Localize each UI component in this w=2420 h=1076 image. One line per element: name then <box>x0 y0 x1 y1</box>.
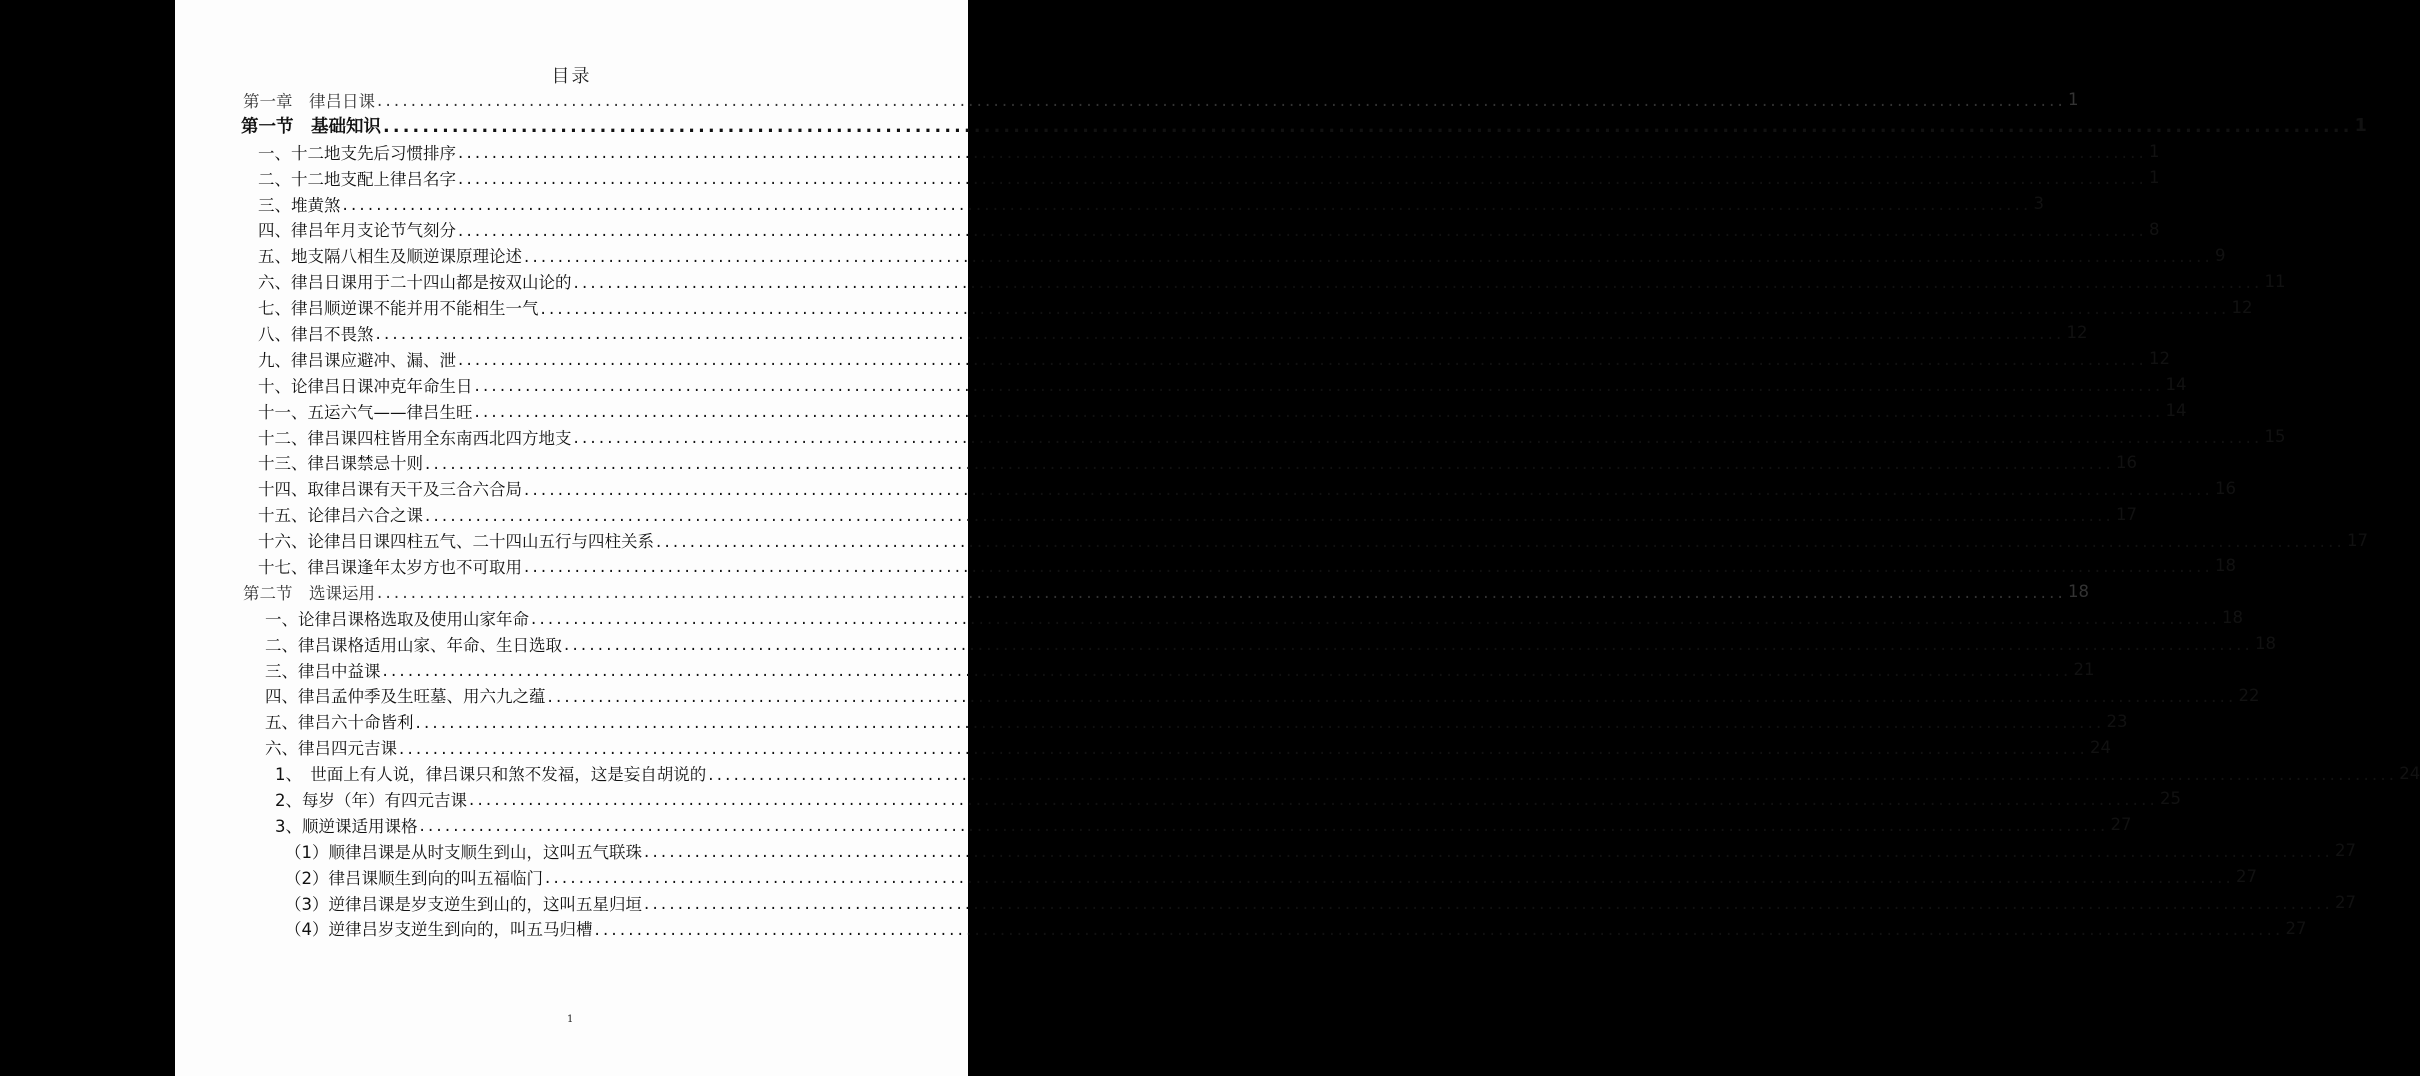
toc-entry-label: 九、律吕课应避冲、漏、泄 <box>258 350 456 370</box>
toc-entry-page: 23 <box>2106 711 2128 731</box>
toc-entry-label: 十、论律吕日课冲克年命生日 <box>258 376 473 396</box>
toc-entry-page: 11 <box>2264 271 2286 291</box>
toc-entry[interactable] <box>175 449 2137 475</box>
toc-entry[interactable] <box>175 916 2307 942</box>
toc-entry-label: 四、律吕孟仲季及生旺墓、用六九之蕴 <box>265 687 546 707</box>
toc-entry-page: 25 <box>2159 789 2181 809</box>
dot-leader: ........................................................................................................................................................................................................ <box>474 376 2164 396</box>
dot-leader: ........................................................................................................................................................................................................ <box>531 609 2220 629</box>
dot-leader: ........................................................................................................................................................................................................ <box>399 738 2088 758</box>
toc-entry-label: 一、十二地支先后习惯排序 <box>258 143 456 163</box>
toc-entry-page: 14 <box>2165 401 2187 421</box>
toc-entry-label: 二、十二地支配上律吕名字 <box>258 169 456 189</box>
toc-entry-label: 十一、五运六气——律吕生旺 <box>258 402 473 422</box>
toc-entry-page: 16 <box>2214 478 2236 498</box>
dot-leader: ........................................................................................................................................................................................................ <box>382 661 2072 681</box>
dot-leader: ........................................................................................................................................................................................................ <box>419 816 2109 836</box>
toc-entry[interactable] <box>175 294 2253 320</box>
toc-entry-page: 1 <box>2148 142 2160 162</box>
toc-entry[interactable] <box>175 734 2111 760</box>
toc-entry-page: 17 <box>2346 530 2368 550</box>
dot-leader: ........................................................................................................................................................................................................ <box>573 428 2263 448</box>
toc-entry[interactable] <box>175 864 2257 890</box>
toc-entry-label: 七、律吕顺逆课不能并用不能相生一气 <box>258 299 539 319</box>
dot-leader: ........................................................................................................................................................................................................ <box>708 764 2398 784</box>
toc-entry-page: 9 <box>2214 245 2226 265</box>
toc-entry[interactable] <box>175 398 2187 424</box>
dot-leader: ........................................................................................................................................................................................................ <box>524 557 2213 577</box>
dot-leader: ........................................................................................................................................................................................................ <box>524 246 2213 266</box>
dot-leader: ........................................................................................................................................................................................................ <box>540 298 2230 318</box>
toc-entry-label: 十七、律吕课逢年太岁方也不可取用 <box>258 557 522 577</box>
toc-entry-page: 24 <box>2399 763 2420 783</box>
toc-entry-page: 27 <box>2285 918 2307 938</box>
toc-entry[interactable] <box>175 475 2236 501</box>
toc-entry-label: 一、论律吕课格选取及使用山家年命 <box>265 609 529 629</box>
toc-entry-page: 22 <box>2238 685 2260 705</box>
toc-entry-page: 1 <box>2067 90 2079 110</box>
dot-leader: ........................................................................................................................................................................................................ <box>469 790 2158 810</box>
dot-leader: ........................................................................................................................................................................................................ <box>458 220 2147 240</box>
toc-entry-page: 27 <box>2334 893 2356 913</box>
toc-entry-label: 第二节 选课运用 <box>243 583 375 603</box>
toc-entry-page: 18 <box>2221 608 2243 628</box>
toc-entry-label: 五、律吕六十命皆利 <box>265 713 414 733</box>
dot-leader: ........................................................................................................................................................................................................ <box>644 894 2333 914</box>
toc-entry-page: 12 <box>2231 297 2253 317</box>
dot-leader: ........................................................................................................................................................................................................ <box>564 635 2253 655</box>
dot-leader: ........................................................................................................................................................................................................ <box>547 686 2237 706</box>
toc-entry[interactable] <box>175 527 2368 553</box>
toc-entry-label: 十六、论律吕日课四柱五气、二十四山五行与四柱关系 <box>258 532 654 552</box>
dot-leader: ........................................................................................................................................................................................................ <box>594 919 2284 939</box>
toc-entry[interactable] <box>175 139 2160 165</box>
toc-entry-label: 二、律吕课格适用山家、年命、生日选取 <box>265 635 562 655</box>
toc-entry[interactable] <box>175 657 2095 683</box>
dot-leader: ........................................................................................................................................................................................................ <box>415 712 2105 732</box>
toc-entry-label: 五、地支隔八相生及顺逆课原理论述 <box>258 247 522 267</box>
toc-entry-label: 十五、论律吕六合之课 <box>258 506 423 526</box>
dot-leader: ........................................................................................................................................................................................................ <box>425 453 2114 473</box>
toc-entry-label: 三、律吕中益课 <box>265 661 381 681</box>
toc-entry[interactable] <box>175 786 2181 812</box>
toc-entry-label: 十三、律吕课禁忌十则 <box>258 454 423 474</box>
dot-leader: ........................................................................................................................................................................................................ <box>383 116 2353 137</box>
toc-entry[interactable] <box>175 113 2367 139</box>
toc-entry-label: （4）逆律吕岁支逆生到向的，叫五马归槽 <box>285 920 593 940</box>
toc-entry-page: 21 <box>2073 660 2095 680</box>
toc-entry-page: 1 <box>2354 115 2367 136</box>
toc-entry-page: 27 <box>2235 867 2257 887</box>
toc-entry-label: 3、顺逆课适用课格 <box>275 816 418 836</box>
toc-entry[interactable] <box>175 268 2286 294</box>
dot-leader: ........................................................................................................................................................................................................ <box>377 583 2066 603</box>
toc-entry-page: 3 <box>2033 194 2044 213</box>
toc-entry-page: 16 <box>2115 452 2137 472</box>
dot-leader: ........................................................................................................................................................................................................ <box>375 324 2065 344</box>
toc-entry-page: 27 <box>2110 815 2132 835</box>
table-of-contents <box>175 87 2420 941</box>
toc-entry-page: 8 <box>2148 219 2160 239</box>
toc-entry[interactable] <box>175 424 2286 450</box>
toc-entry-label: （3）逆律吕课是岁支逆生到山的，这叫五星归垣 <box>285 894 642 914</box>
toc-entry[interactable] <box>175 553 2236 579</box>
dot-leader: ........................................................................................................................................................................................................ <box>342 195 2032 214</box>
toc-entry-label: 1、 世面上有人说，律吕课只和煞不发福，这是妄自胡说的 <box>275 765 707 785</box>
dot-leader: ........................................................................................................................................................................................................ <box>573 272 2263 292</box>
toc-entry-page: 17 <box>2115 504 2137 524</box>
toc-entry[interactable] <box>175 760 2420 786</box>
toc-entry[interactable] <box>175 216 2160 242</box>
toc-entry-page: 18 <box>2254 634 2276 654</box>
dot-leader: ........................................................................................................................................................................................................ <box>644 842 2333 862</box>
dot-leader: ........................................................................................................................................................................................................ <box>524 479 2213 499</box>
toc-entry-label: 六、律吕日课用于二十四山都是按双山论的 <box>258 273 572 293</box>
toc-entry-page: 18 <box>2214 556 2236 576</box>
toc-entry-label: 2、每岁（年）有四元吉课 <box>275 790 467 810</box>
toc-entry-page: 15 <box>2264 427 2286 447</box>
toc-entry-label: 八、律吕不畏煞 <box>258 324 374 344</box>
dot-leader: ........................................................................................................................................................................................................ <box>425 505 2114 525</box>
dot-leader: ........................................................................................................................................................................................................ <box>377 91 2066 111</box>
toc-entry-label: 十四、取律吕课有天干及三合六合局 <box>258 480 522 500</box>
toc-entry[interactable] <box>175 605 2243 631</box>
dot-leader: ........................................................................................................................................................................................................ <box>474 402 2164 422</box>
toc-entry[interactable] <box>175 191 2044 217</box>
toc-entry[interactable] <box>175 372 2187 398</box>
page-number: 1 <box>567 1014 574 1025</box>
toc-entry-label: 第一节 基础知识 <box>241 117 381 138</box>
toc-entry[interactable] <box>175 165 2160 191</box>
toc-entry-label: 四、律吕年月支论节气刻分 <box>258 221 456 241</box>
toc-entry[interactable] <box>175 708 2128 734</box>
dot-leader: ........................................................................................................................................................................................................ <box>656 531 2345 551</box>
dot-leader: ........................................................................................................................................................................................................ <box>458 350 2147 370</box>
toc-entry-page: 14 <box>2165 375 2187 395</box>
toc-entry-page: 27 <box>2334 841 2356 861</box>
toc-entry[interactable] <box>175 812 2132 838</box>
toc-entry-label: 六、律吕四元吉课 <box>265 739 397 759</box>
toc-entry[interactable] <box>175 682 2260 708</box>
toc-entry-label: 三、堆黄煞 <box>258 195 341 215</box>
toc-entry-page: 12 <box>2066 323 2088 343</box>
dot-leader: ........................................................................................................................................................................................................ <box>545 868 2234 888</box>
toc-entry-label: （1）顺律吕课是从时支顺生到山，这叫五气联珠 <box>285 842 642 862</box>
toc-entry-label: 十二、律吕课四柱皆用全东南西北四方地支 <box>258 428 572 448</box>
toc-entry[interactable] <box>175 838 2356 864</box>
toc-entry[interactable] <box>175 320 2088 346</box>
toc-entry[interactable] <box>175 501 2137 527</box>
toc-entry[interactable] <box>175 890 2356 916</box>
toc-entry[interactable] <box>175 87 2079 113</box>
toc-entry-page: 18 <box>2067 582 2089 602</box>
dot-leader: ........................................................................................................................................................................................................ <box>458 169 2147 189</box>
toc-entry[interactable] <box>175 242 2226 268</box>
toc-entry-page: 1 <box>2148 168 2160 188</box>
toc-entry[interactable] <box>175 631 2276 657</box>
toc-entry[interactable] <box>175 346 2170 372</box>
toc-entry-page: 24 <box>2089 737 2111 757</box>
toc-entry-label: （2）律吕课顺生到向的叫五福临门 <box>285 868 543 888</box>
dot-leader: ........................................................................................................................................................................................................ <box>458 143 2147 163</box>
toc-title: 目录 <box>551 66 592 87</box>
toc-entry[interactable] <box>175 579 2089 605</box>
toc-entry-page: 12 <box>2148 349 2170 369</box>
document-page <box>175 0 2420 1076</box>
toc-entry-label: 第一章 律吕日课 <box>243 91 375 111</box>
